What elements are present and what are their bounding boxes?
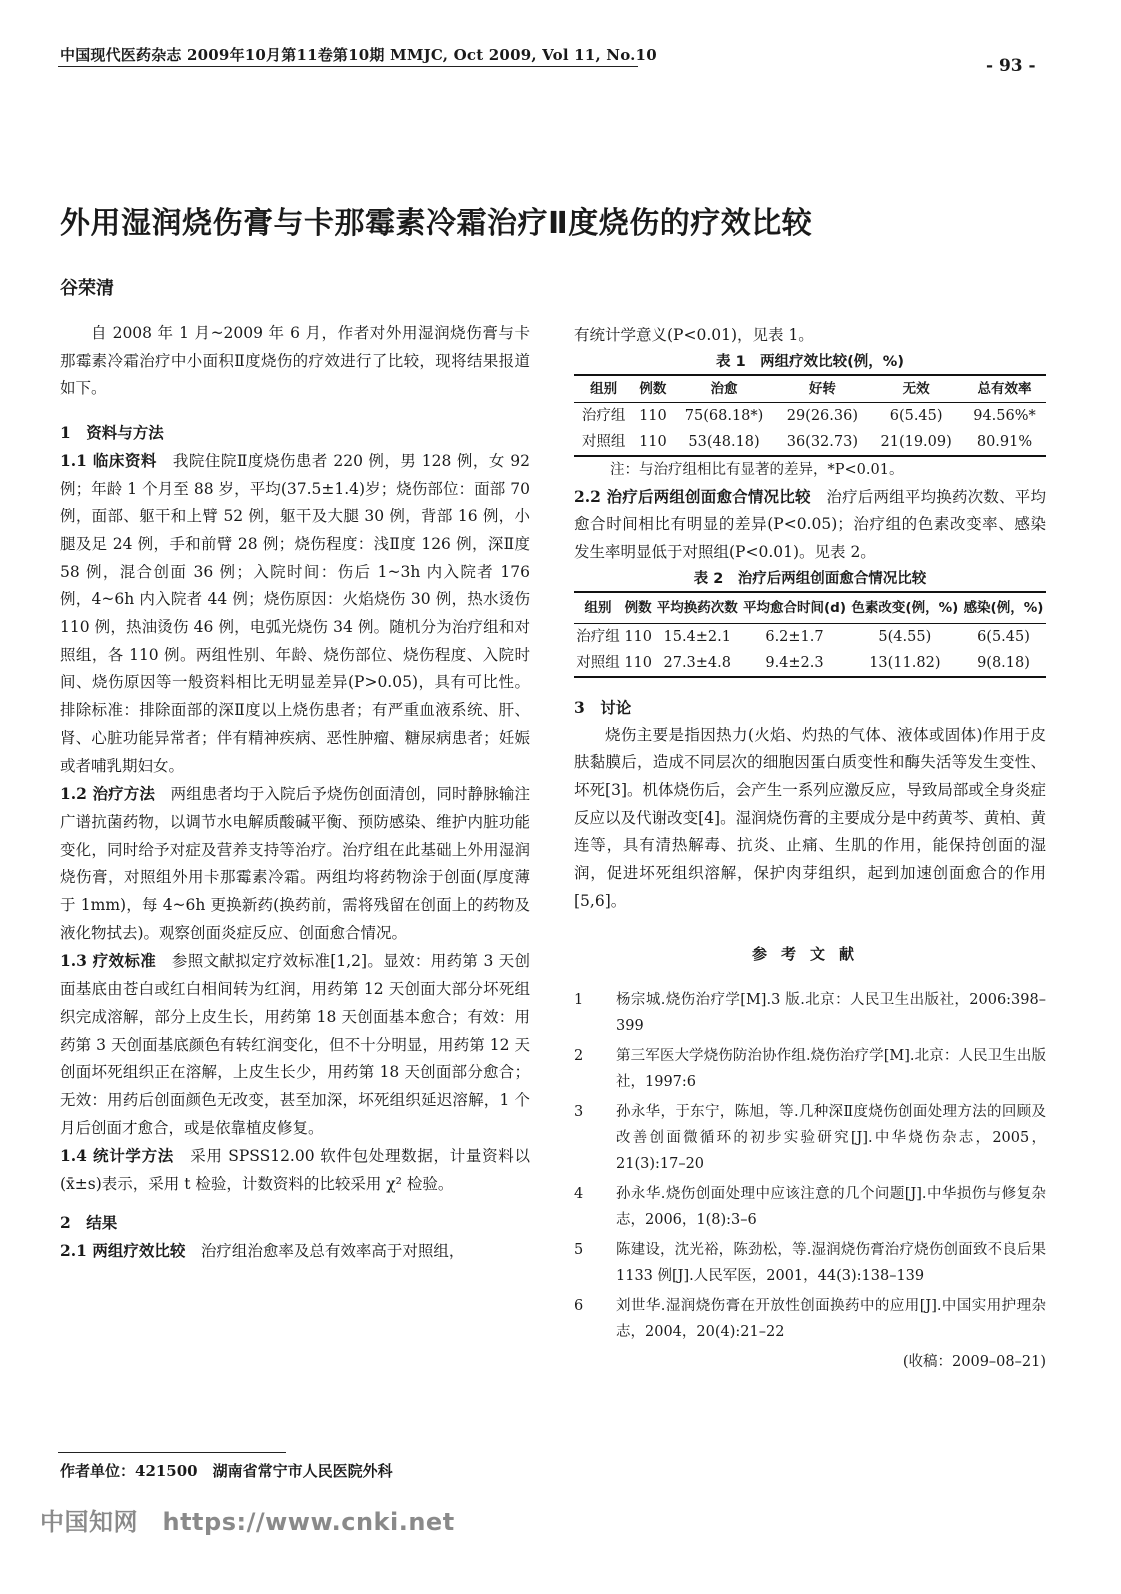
- intro-paragraph: 自 2008 年 1 月~2009 年 6 月，作者对外用湿润烧伤膏与卡那霉素冷霜治疗中小面积Ⅱ度烧伤的疗效进行了比较，现将结果报道如下。: [60, 324, 530, 398]
- author-name: 谷荣清: [60, 278, 114, 299]
- table-2-header: 色素改变(例，%): [849, 592, 961, 624]
- section-2-2: [574, 483, 1046, 567]
- reference-text: 陈建设，沈光裕，陈劲松，等.湿润烧伤膏治疗烧伤创面致不良后果 1133 例[J].人民军医，2001，44(3):138–139: [616, 1242, 1046, 1285]
- page-number: - 93 -: [986, 56, 1036, 76]
- table-1-header: 例数: [633, 375, 672, 403]
- section-1-3-lead: 1.3 疗效标准: [60, 951, 157, 971]
- section-1-2-body: 两组患者均于入院后予烧伤创面清创，同时静脉输注广谱抗菌药物，以调节水电解质酸碱平衡、预防感染、维护内脏功能变化，同时给予对症及营养支持等治疗。治疗组在此基础上外用湿润烧伤膏，对照组外用卡那霉素冷霜。两组均将药物涂于创面(厚度薄于 1mm)，每 4~6h 更换新药(换药前，需将残留在创面上的药物及液化物拭去)。观察创面炎症反应、创面愈合情况。: [60, 785, 530, 942]
- table-cell: 27.3±4.8: [654, 650, 740, 677]
- running-header: 中国现代医药杂志 2009年10月第11卷第10期 MMJC, Oct 2009, Vol 11, No.10: [60, 46, 657, 64]
- table-cell: 对照组: [574, 650, 622, 677]
- table-cell: 治疗组: [576, 628, 620, 645]
- section-3-heading: 3 讨论: [574, 697, 632, 717]
- table-2-header: 例数: [622, 592, 654, 624]
- reference-text: 刘世华.湿润烧伤膏在开放性创面换药中的应用[J].中国实用护理杂志，2004，20(4):21–22: [616, 1298, 1046, 1341]
- reference-number: 1: [574, 992, 584, 1009]
- table-cell: 36(32.73): [775, 429, 869, 456]
- table-cell: 75(68.18*): [684, 407, 764, 424]
- table-row: [574, 429, 1046, 456]
- table-row: [574, 650, 1046, 677]
- reference-text: 杨宗城.烧伤治疗学[M].3 版.北京：人民卫生出版社，2006:398–399: [616, 992, 1046, 1035]
- author-affiliation: 作者单位：421500 湖南省常宁市人民医院外科: [60, 1462, 393, 1480]
- section-2-heading: 2 结果: [60, 1212, 118, 1232]
- table-cell: 110: [639, 407, 667, 424]
- table-cell: 110: [624, 628, 652, 645]
- section-1-2: [60, 780, 530, 947]
- reference-number: 2: [574, 1048, 584, 1065]
- right-column: [574, 322, 1046, 1375]
- reference-text: 第三军医大学烧伤防治协作组.烧伤治疗学[M].北京：人民卫生出版社，1997:6: [616, 1048, 1046, 1091]
- section-3-body: 烧伤主要是指因热力(火焰、灼热的气体、液体或固体)作用于皮肤黏膜后，造成不同层次的细胞因蛋白质变性和酶失活等发生变性、坏死[3]。机体烧伤后，会产生一系列应激反应，导致局部或全身炎症反应以及代谢改变[4]。湿润烧伤膏的主要成分是中药黄芩、黄柏、黄连等，具有清热解毒、抗炎、止痛、生肌的作用，能保持创面的湿润，促进坏死组织溶解，保护肉芽组织，起到加速创面愈合的作用[5,6]。: [574, 725, 1046, 910]
- table-cell: 6.2±1.7: [765, 628, 824, 645]
- footnote-rule: [58, 1452, 286, 1453]
- table-2-header: 组别: [574, 592, 622, 624]
- left-column: [60, 320, 530, 1265]
- section-2-2-body: 治疗后两组平均换药次数、平均愈合时间相比有明显的差异(P<0.05)；治疗组的色素改变率、感染发生率明显低于对照组(P<0.01)。见表 2。: [574, 487, 1046, 562]
- section-2-1-continued: 有统计学意义(P<0.01)，见表 1。: [574, 326, 814, 344]
- reference-number: 4: [574, 1186, 584, 1203]
- table-cell: 94.56%*: [973, 407, 1036, 424]
- reference-text: 孙永华，于东宁，陈旭，等.几种深Ⅱ度烧伤创面处理方法的回顾及改善创面微循环的初步实验研究[J].中华烧伤杂志，2005，21(3):17–20: [616, 1104, 1046, 1173]
- table-1-header: 总有效率: [963, 375, 1046, 403]
- reference-item: [574, 1237, 1046, 1289]
- cnki-watermark: 中国知网 https://www.cnki.net: [40, 1508, 455, 1536]
- table-1: [574, 374, 1046, 457]
- section-1-4-body: 采用 SPSS12.00 软件包处理数据，计量资料以(x̄±s)表示，采用 t 检验，计数资料的比较采用 χ² 检验。: [60, 1147, 530, 1194]
- table-2-header: 平均换药次数: [654, 592, 740, 624]
- table-cell: 15.4±2.1: [663, 628, 731, 645]
- section-2-1-body: 治疗组治愈率及总有效率高于对照组，: [200, 1241, 465, 1260]
- article-title: 外用湿润烧伤膏与卡那霉素冷霜治疗Ⅱ度烧伤的疗效比较: [60, 206, 813, 241]
- table-2-header: 平均愈合时间(d): [740, 592, 848, 624]
- table-cell: 对照组: [574, 429, 633, 456]
- section-1-3: [60, 947, 530, 1142]
- table-1-header: 组别: [574, 375, 633, 403]
- section-1-4-lead: 1.4 统计学方法: [60, 1146, 174, 1166]
- table-cell: 80.91%: [963, 429, 1046, 456]
- table-2-caption: 表 2 治疗后两组创面愈合情况比较: [693, 570, 927, 587]
- table-cell: 110: [622, 650, 654, 677]
- table-cell: 5(4.55): [878, 628, 932, 645]
- table-cell: 110: [633, 429, 672, 456]
- section-2-2-lead: 2.2 治疗后两组创面愈合情况比较: [574, 486, 811, 506]
- section-1-4: [60, 1142, 530, 1198]
- section-2-1-lead: 2.1 两组疗效比较: [60, 1240, 186, 1260]
- reference-number: 3: [574, 1104, 584, 1121]
- reference-number: 6: [574, 1298, 584, 1315]
- table-cell: 9.4±2.3: [740, 650, 848, 677]
- table-1-note: 注：与治疗组相比有显著的差异，*P<0.01。: [610, 461, 904, 478]
- table-cell: 6(5.45): [889, 407, 943, 424]
- reference-item: [574, 1099, 1046, 1177]
- reference-number: 5: [574, 1242, 584, 1259]
- table-cell: 9(8.18): [961, 650, 1046, 677]
- table-cell: 6(5.45): [977, 628, 1030, 645]
- table-2: [574, 591, 1046, 678]
- table-2-header: 感染(例，%): [961, 592, 1046, 624]
- received-date: (收稿：2009–08–21): [902, 1354, 1046, 1371]
- reference-item: [574, 1043, 1046, 1095]
- table-row: [574, 402, 1046, 429]
- reference-item: [574, 987, 1046, 1039]
- section-1-1: [60, 447, 530, 780]
- table-cell: 53(48.18): [673, 429, 776, 456]
- reference-item: [574, 1293, 1046, 1345]
- section-1-3-body: 参照文献拟定疗效标准[1,2]。显效：用药第 3 天创面基底由苍白或红白相间转为红润，用药第 12 天创面大部分坏死组织完成溶解，部分上皮生长，用药第 18 天创面基本愈合；有效：用药第 3 天创面基底颜色有转红润变化，但不十分明显，用药第 12 天创面坏死组织正在溶解，上皮生长少，用药第 18 天创面部分愈合；无效：用药后创面颜色无改变，甚至加深，坏死组织延迟溶解，1 个月后创面才愈合，或是依靠植皮修复。: [60, 952, 530, 1137]
- table-1-caption: 表 1 两组疗效比较(例，%): [716, 353, 904, 370]
- header-rule: [58, 66, 638, 67]
- reference-item: [574, 1181, 1046, 1233]
- table-row: [574, 623, 1046, 650]
- table-cell: 21(19.09): [869, 429, 963, 456]
- section-2-1: [60, 1237, 530, 1266]
- references-heading: 参考文献: [751, 945, 868, 964]
- section-1-2-lead: 1.2 治疗方法: [60, 784, 156, 804]
- section-1-1-body: 我院住院Ⅱ度烧伤患者 220 例，男 128 例，女 92 例；年龄 1 个月至 88 岁，平均(37.5±1.4)岁；烧伤部位：面部 70 例，面部、躯干和上臂 52 例，躯干及大腿 30 例，背部 16 例，小腿及足 24 例，手和前臂 28 例；烧伤程度：浅Ⅱ度 126 例，深Ⅱ度 58 例，混合创面 36 例；入院时间：伤后 1~3h 内入院者 176 例，4~6h 内入院者 44 例；烧伤原因：火焰烧伤 30 例，热水烫伤 110 例，热油烫伤 46 例，电弧光烧伤 34 例。随机分为治疗组和对照组，各 110 例。两组性别、年龄、烧伤部位、烧伤程度、入院时间、烧伤原因等一般资料相比无明显差异(P>0.05)，具有可比性。排除标准：排除面部的深Ⅱ度以上烧伤患者；有严重血液系统、肝、肾、心脏功能异常者；伴有精神疾病、恶性肿瘤、糖尿病患者；妊娠或者哺乳期妇女。: [60, 451, 530, 775]
- section-1-1-lead: 1.1 临床资料: [60, 450, 157, 470]
- table-cell: 29(26.36): [786, 407, 858, 424]
- table-1-header: 无效: [869, 375, 963, 403]
- table-1-header: 治愈: [673, 375, 776, 403]
- table-cell: 治疗组: [581, 407, 626, 424]
- table-1-header: 好转: [775, 375, 869, 403]
- reference-list: [574, 987, 1046, 1345]
- table-cell: 13(11.82): [849, 650, 961, 677]
- section-1-heading: 1 资料与方法: [60, 423, 164, 443]
- reference-text: 孙永华.烧伤创面处理中应该注意的几个问题[J].中华损伤与修复杂志，2006，1(8):3–6: [616, 1186, 1046, 1229]
